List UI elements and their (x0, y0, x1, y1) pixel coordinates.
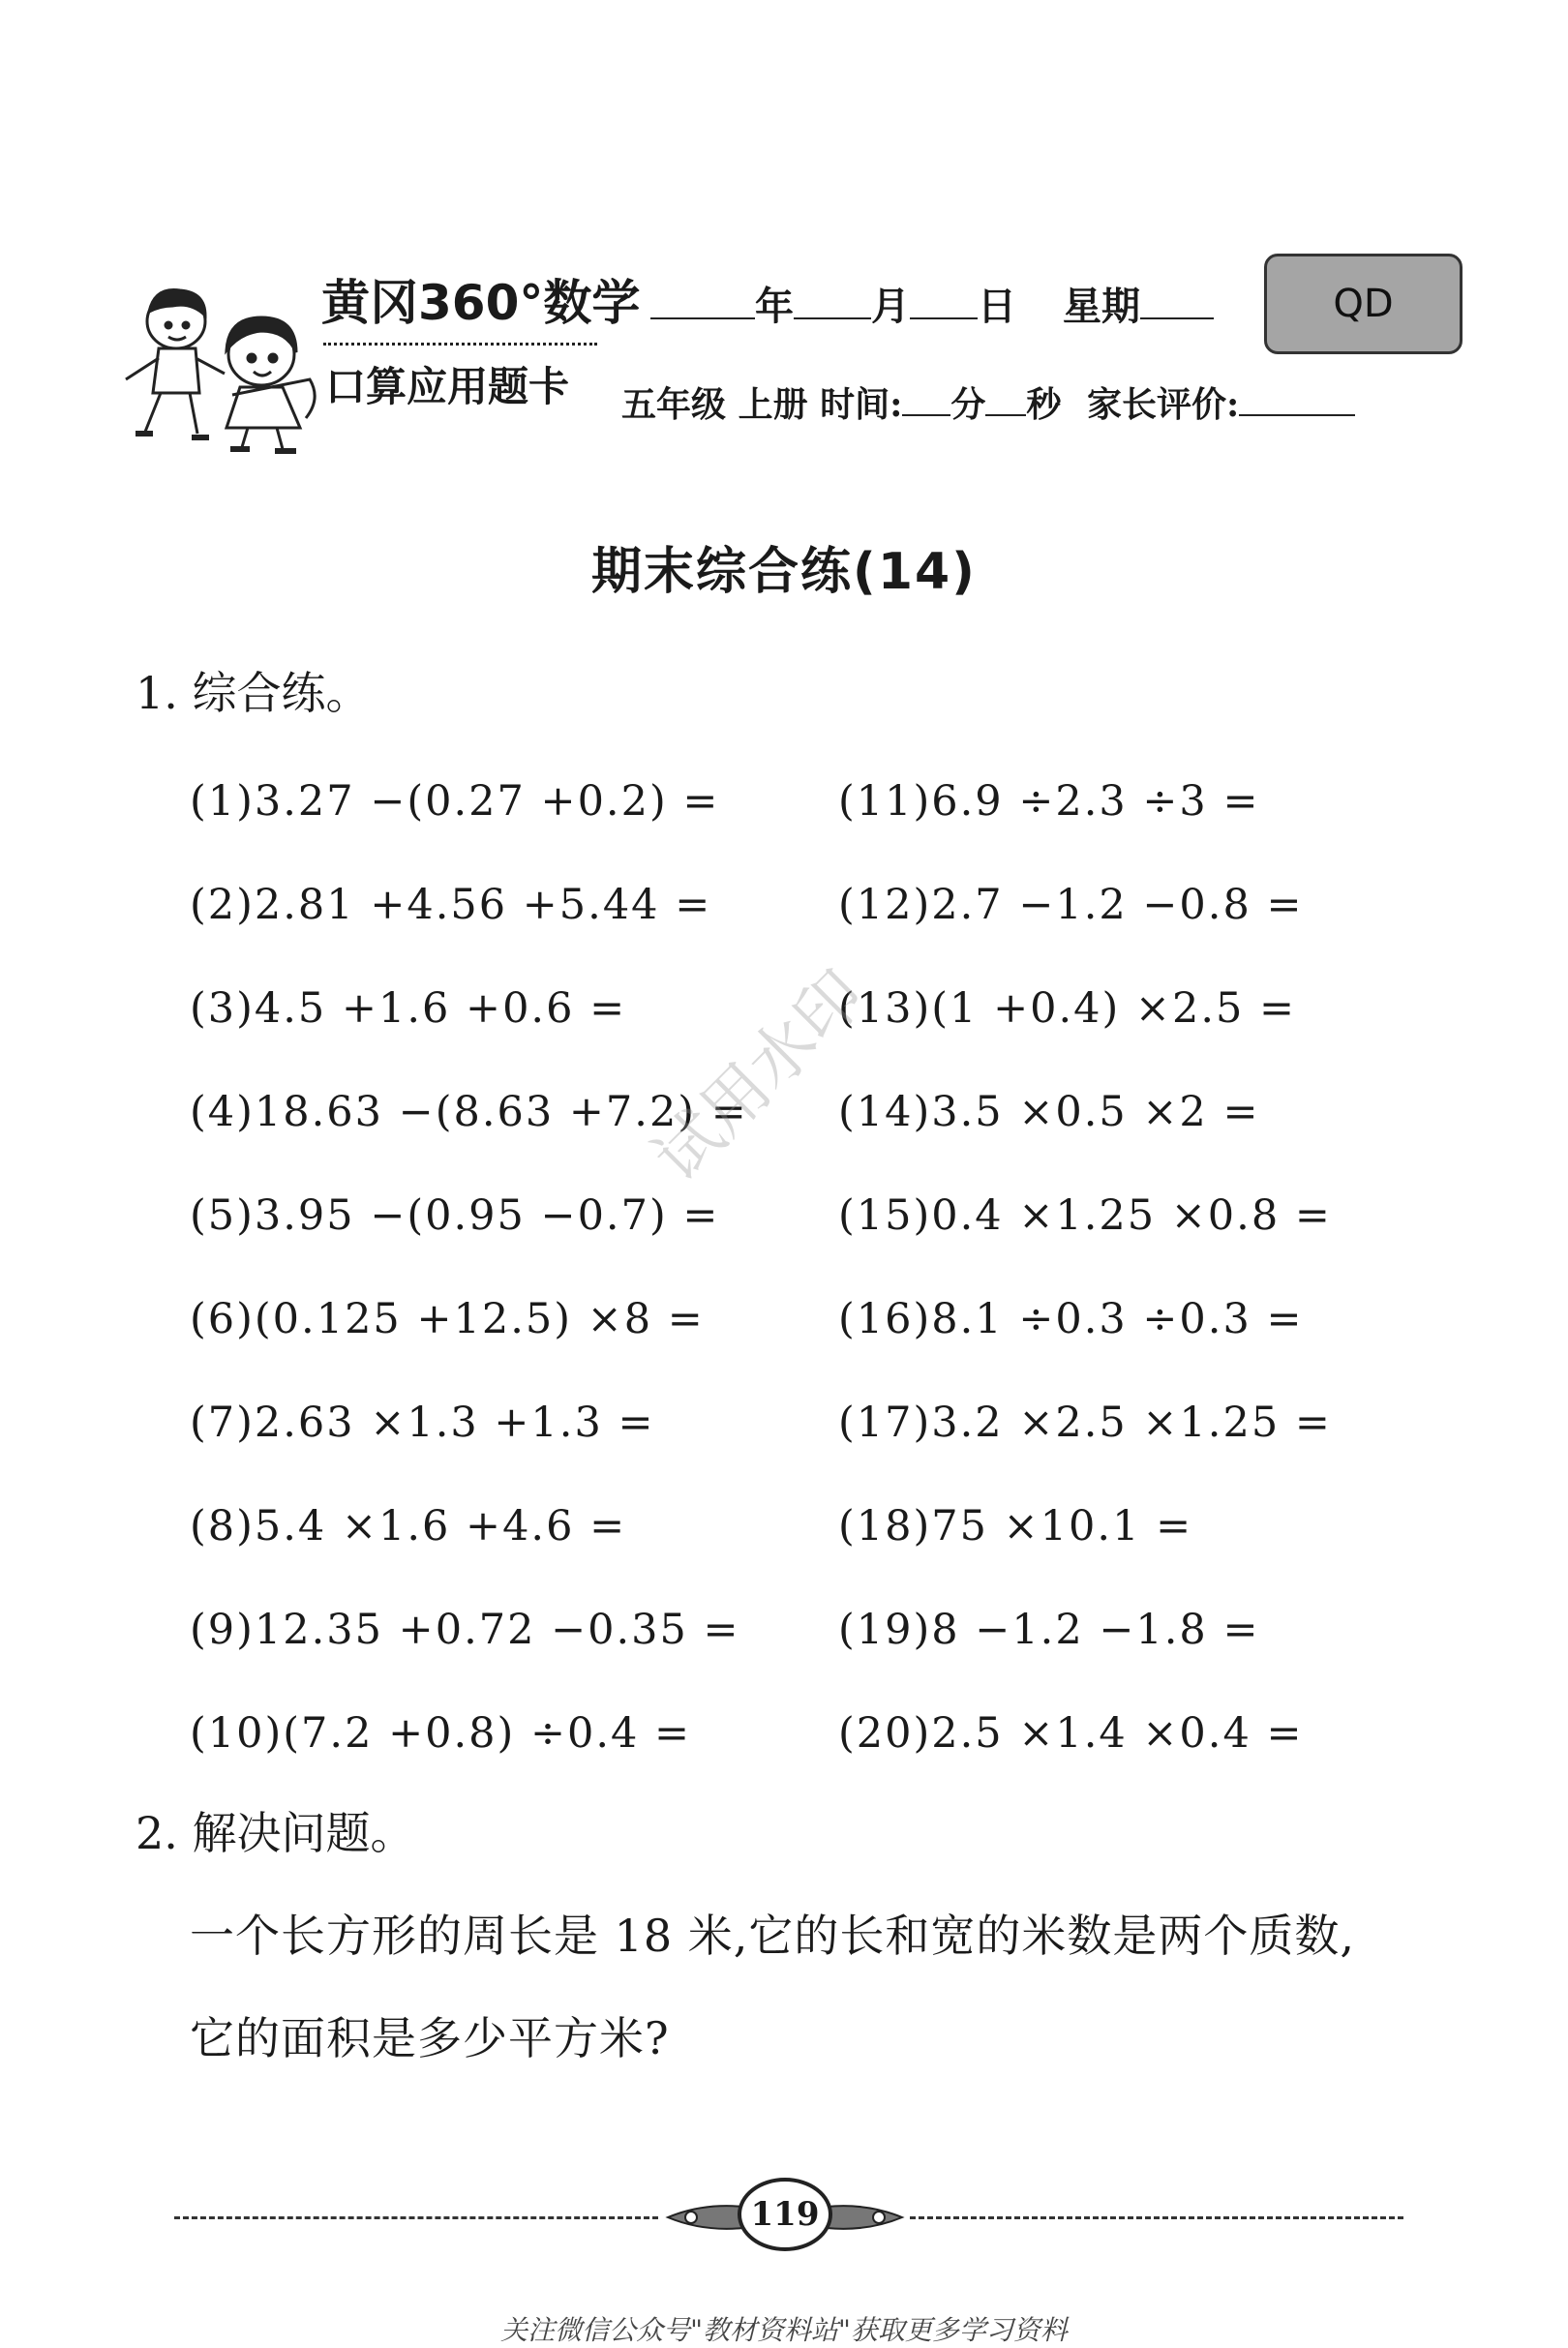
bottom-promo-text: 关注微信公众号"教材资料站"获取更多学习资料 (500, 2314, 1068, 2346)
day-blank[interactable] (910, 279, 978, 319)
brand-title: 黄冈360°数学 (321, 275, 641, 331)
grade-label: 五年级 (621, 384, 727, 425)
footer-ornament-left (664, 2203, 745, 2232)
problem-13: (13)(1 +0.4) ×2.5 = (838, 984, 1297, 1033)
word-problem-line-2: 它的面积是多少平方米? (190, 2012, 670, 2064)
year-label: 年 (755, 284, 794, 329)
trial-watermark: 试用水印 (639, 956, 880, 1197)
problem-19: (19)8 −1.2 −1.8 = (838, 1606, 1260, 1654)
word-problem-line-1: 一个长方形的周长是 18 米,它的长和宽的米数是两个质数, (190, 1910, 1356, 1962)
problem-6: (6)(0.125 +12.5) ×8 = (190, 1295, 705, 1343)
footer-rule-left (174, 2216, 658, 2219)
parent-eval-blank[interactable] (1239, 379, 1355, 416)
weekday-label: 星期 (1063, 284, 1140, 329)
problem-7: (7)2.63 ×1.3 +1.3 = (190, 1399, 655, 1447)
brand-subtitle: 口算应用题卡 (325, 363, 570, 410)
problem-14: (14)3.5 ×0.5 ×2 = (838, 1088, 1260, 1136)
parent-eval-label: 家长评价: (1087, 384, 1240, 425)
section2-heading: 2. 解决问题。 (136, 1807, 415, 1859)
problem-3: (3)4.5 +1.6 +0.6 = (190, 984, 627, 1033)
date-line (650, 279, 1214, 334)
problem-8: (8)5.4 ×1.6 +4.6 = (190, 1502, 627, 1550)
problem-18: (18)75 ×10.1 = (838, 1502, 1193, 1550)
problem-17: (17)3.2 ×2.5 ×1.25 = (838, 1399, 1332, 1447)
problem-10: (10)(7.2 +0.8) ÷0.4 = (190, 1709, 692, 1758)
problem-15: (15)0.4 ×1.25 ×0.8 = (838, 1191, 1332, 1240)
weekday-blank[interactable] (1140, 279, 1214, 319)
second-label: 秒 (1026, 384, 1062, 425)
problem-20: (20)2.5 ×1.4 ×0.4 = (838, 1709, 1304, 1758)
year-blank[interactable] (650, 279, 755, 319)
minute-blank[interactable] (902, 379, 950, 416)
day-label: 日 (978, 284, 1016, 329)
problem-4: (4)18.63 −(8.63 +7.2) = (190, 1088, 748, 1136)
month-label: 月 (871, 284, 910, 329)
time-label: 时间: (820, 384, 903, 425)
edition-badge: QD (1264, 254, 1462, 354)
info-line (621, 379, 1355, 430)
second-blank[interactable] (985, 379, 1026, 416)
problem-16: (16)8.1 ÷0.3 ÷0.3 = (838, 1295, 1304, 1343)
problem-11: (11)6.9 ÷2.3 ÷3 = (838, 777, 1260, 826)
volume-label: 上册 (738, 384, 808, 425)
problem-2: (2)2.81 +4.56 +5.44 = (190, 881, 712, 929)
page-number: 119 (738, 2178, 832, 2251)
month-blank[interactable] (794, 279, 871, 319)
page-title: 期末综合练(14) (591, 543, 977, 601)
footer-rule-right (910, 2216, 1403, 2219)
minute-label: 分 (950, 384, 986, 425)
problem-9: (9)12.35 +0.72 −0.35 = (190, 1606, 740, 1654)
problem-1: (1)3.27 −(0.27 +0.2) = (190, 777, 720, 826)
footer-ornament-right (825, 2203, 906, 2232)
problem-5: (5)3.95 −(0.95 −0.7) = (190, 1191, 720, 1240)
problem-12: (12)2.7 −1.2 −0.8 = (838, 881, 1304, 929)
cartoon-children-logo (116, 273, 331, 457)
brand-divider (323, 343, 597, 346)
section1-heading: 1. 综合练。 (136, 667, 371, 719)
